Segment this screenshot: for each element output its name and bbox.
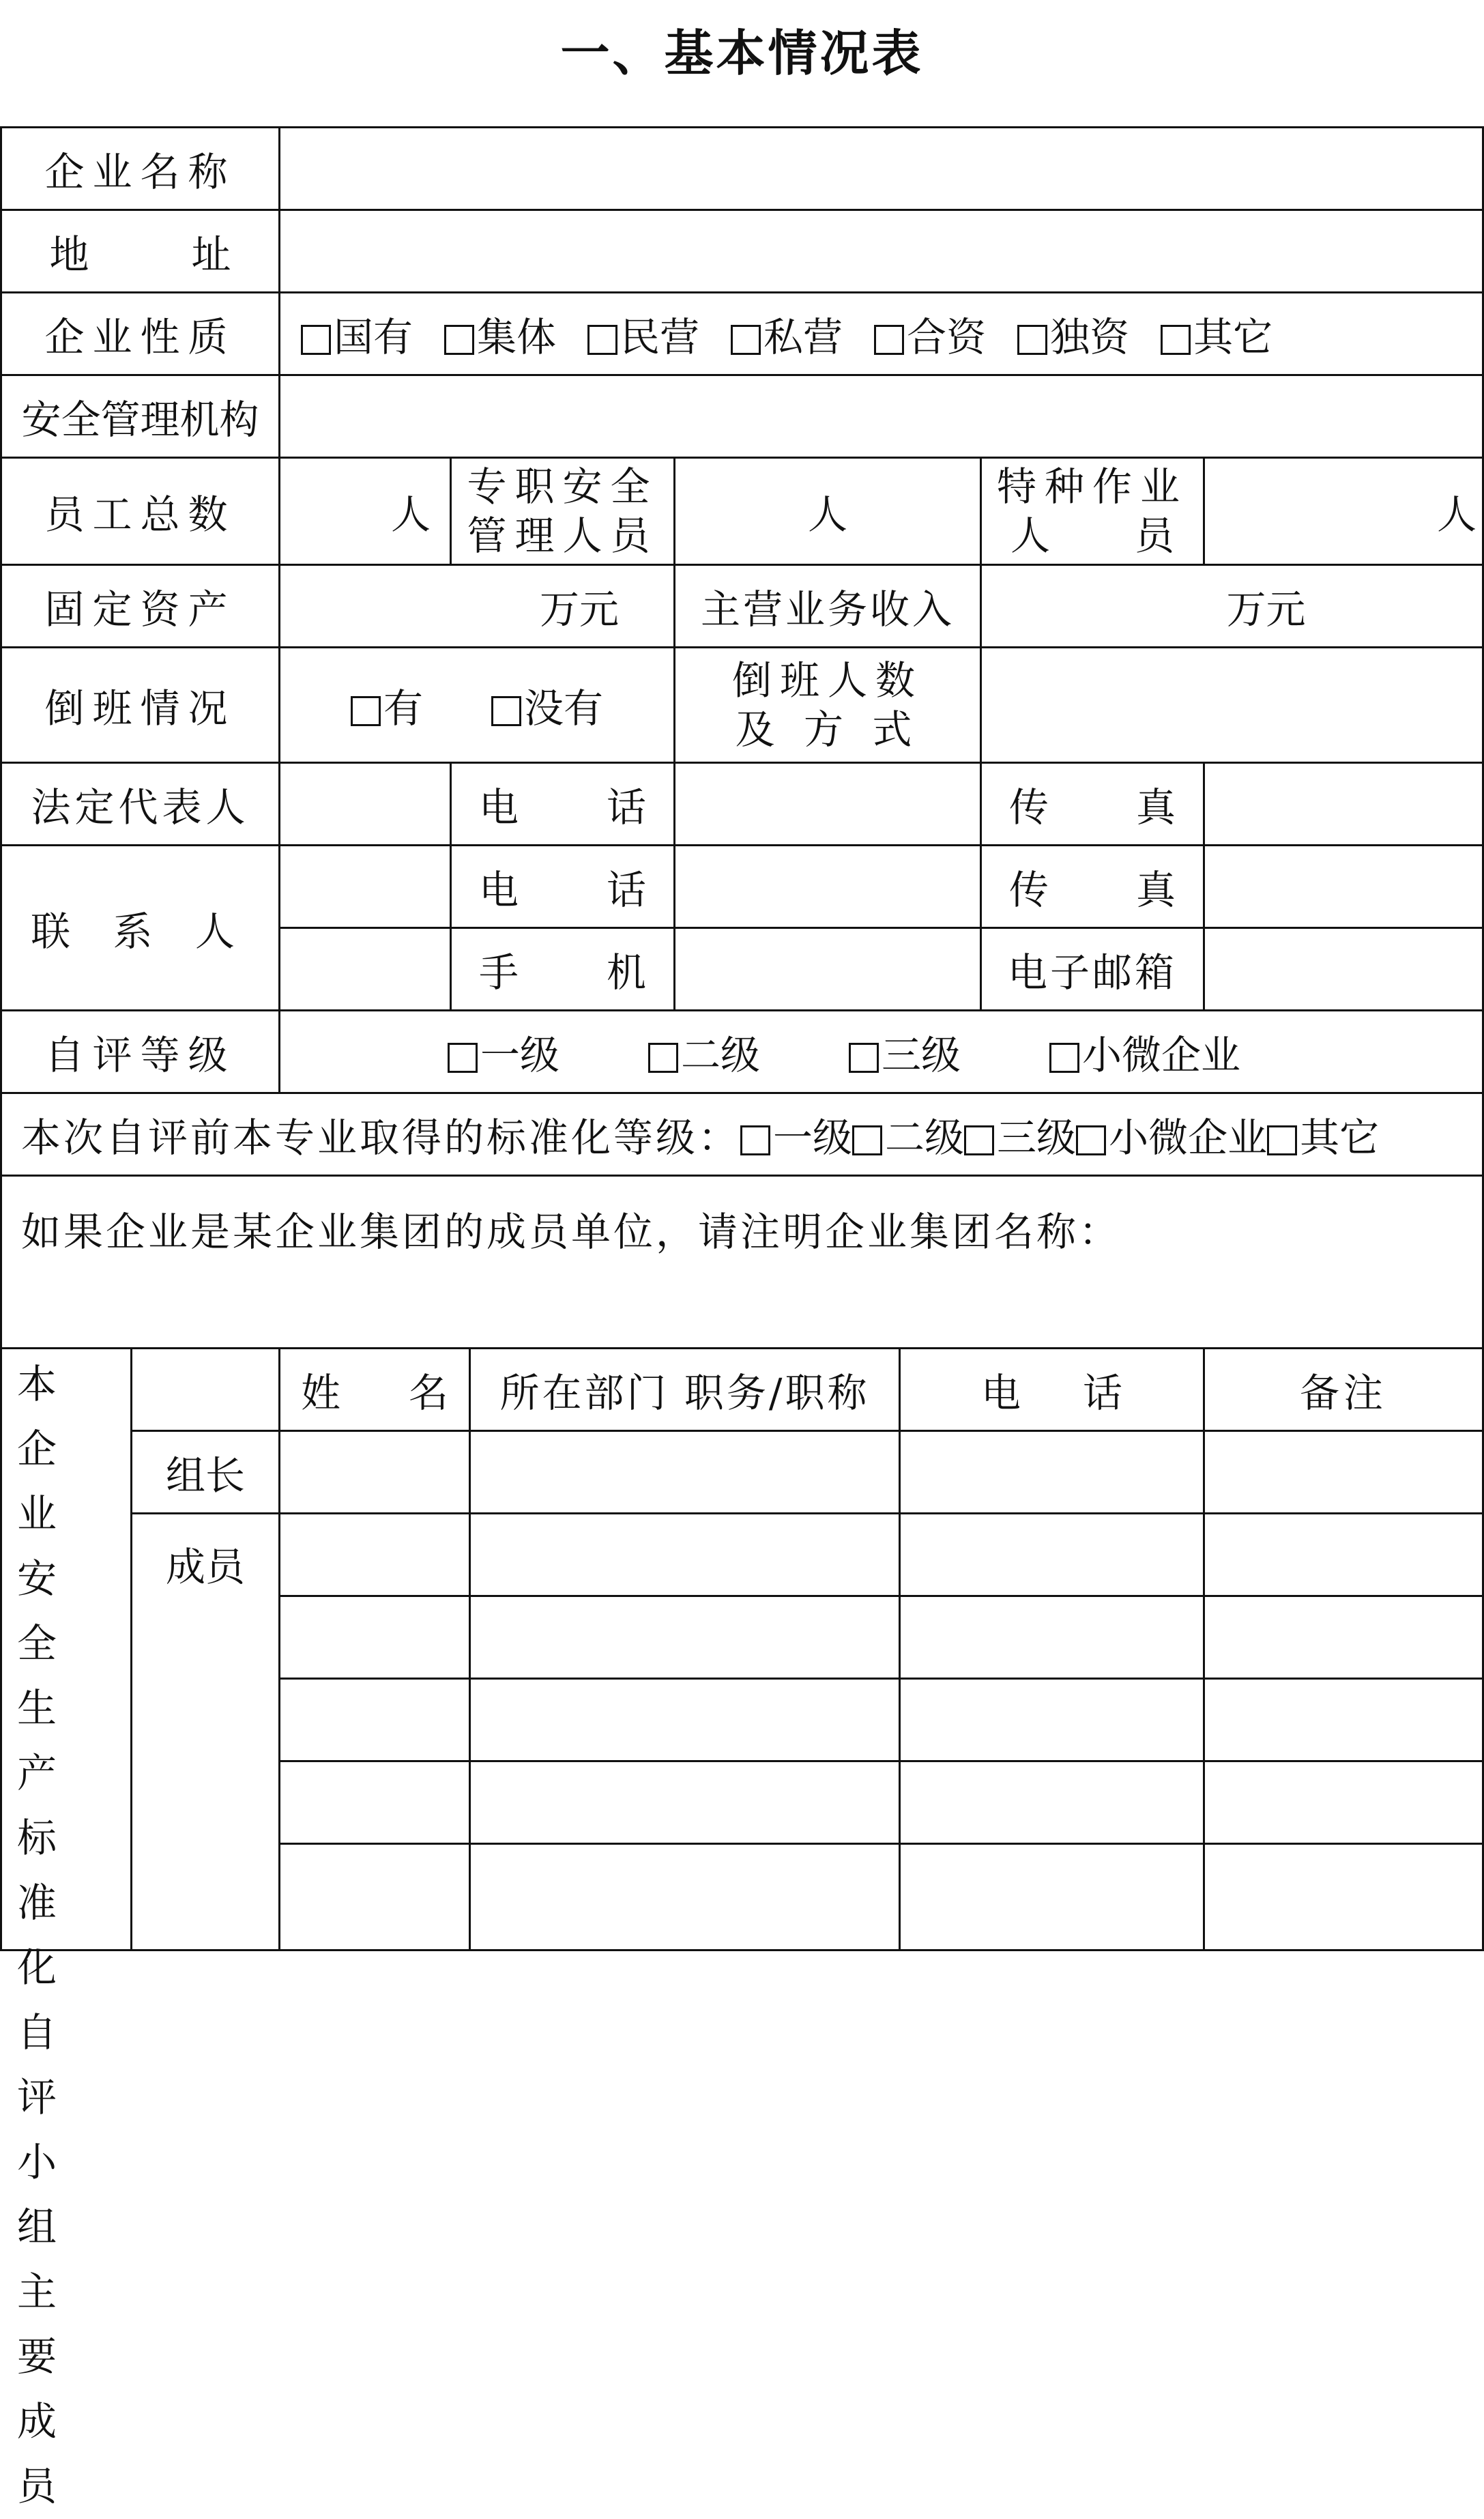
- self-grade-label-cell: [0, 1009, 280, 1094]
- nature-option-sole[interactable]: 独资: [1017, 305, 1129, 362]
- team-corner-cell: [130, 1347, 280, 1432]
- table-row-member-phone[interactable]: [899, 1512, 1205, 1597]
- legal-fax-label-a: 传: [1009, 784, 1049, 831]
- contact-email-field[interactable]: [1203, 927, 1484, 1011]
- table-row-leader-dept[interactable]: [469, 1430, 901, 1514]
- checkbox-icon[interactable]: [1076, 1125, 1106, 1155]
- legal-phone-label-b: 话: [606, 784, 646, 831]
- legal-phone-label-cell: [450, 762, 675, 846]
- company-name-field[interactable]: [278, 126, 1484, 211]
- page-title: 一、基本情况表: [560, 24, 924, 82]
- contact-phone-field[interactable]: [673, 844, 982, 929]
- nature-option-joint[interactable]: 合资: [874, 305, 986, 362]
- contact-label: 联 系 人: [31, 908, 250, 955]
- fixed-assets-field[interactable]: [278, 564, 675, 648]
- checkbox-icon[interactable]: [1267, 1125, 1297, 1155]
- prior-grade-option-2[interactable]: 二级: [852, 1106, 964, 1163]
- nature-option-private[interactable]: 私营: [731, 305, 843, 362]
- contact-mobile-label-a: 手: [479, 949, 519, 996]
- table-row-member-dept[interactable]: [469, 1760, 901, 1845]
- contact-phone-label-cell: [450, 844, 675, 929]
- main-income-label: 主营业务收入: [700, 586, 955, 633]
- table-row-leader-remark[interactable]: [1203, 1430, 1484, 1514]
- team-header-remark-label: 备注: [1299, 1370, 1387, 1416]
- contact-fax-label-cell: [980, 844, 1205, 929]
- checkbox-icon[interactable]: [491, 696, 521, 726]
- prior-grade-option-1[interactable]: 一级: [740, 1106, 852, 1163]
- team-title-cell: [0, 1347, 132, 2509]
- fulltime-safety-label-2: 管理人员: [467, 513, 658, 559]
- team-header-name-b: 名: [408, 1370, 448, 1416]
- team-header-name: [278, 1347, 471, 1432]
- safety-org-label-cell: [0, 374, 280, 459]
- checkbox-icon[interactable]: [1049, 1043, 1079, 1073]
- table-row-member-dept[interactable]: [469, 1678, 901, 1762]
- fixed-assets-label-cell: [0, 564, 280, 648]
- staff-total-label: 员工总数: [44, 491, 236, 538]
- team-title: 本企业安全生产标准化自评小组主要成员: [17, 1361, 78, 2509]
- staff-total-field[interactable]: [278, 457, 452, 566]
- contact-fax-label-a: 传: [1009, 867, 1049, 913]
- checkbox-icon[interactable]: [852, 1125, 882, 1155]
- address-label-b: 址: [191, 231, 231, 278]
- self-grade-option-micro[interactable]: 小微企业: [1049, 1023, 1240, 1080]
- nature-option-state[interactable]: 国有: [301, 305, 413, 362]
- table-row-member-phone[interactable]: [899, 1595, 1205, 1680]
- self-grade-option-2[interactable]: 二级: [648, 1023, 760, 1080]
- self-grade-option-3[interactable]: 三级: [849, 1023, 961, 1080]
- shift-label-cell: [0, 646, 280, 764]
- fixed-assets-unit: 万元: [539, 586, 619, 633]
- checkbox-icon[interactable]: [849, 1043, 879, 1073]
- checkbox-icon[interactable]: [587, 325, 617, 355]
- checkbox-icon[interactable]: [648, 1043, 678, 1073]
- shift-options-cell: [278, 646, 675, 764]
- table-row-member-name[interactable]: [278, 1760, 471, 1845]
- safety-org-field[interactable]: [278, 374, 1484, 459]
- member-label: 成员: [165, 1544, 245, 1590]
- table-row-member-dept[interactable]: [469, 1595, 901, 1680]
- contact-name-field-2[interactable]: [278, 927, 452, 1011]
- checkbox-icon[interactable]: [1017, 325, 1047, 355]
- legal-fax-field[interactable]: [1203, 762, 1484, 846]
- staff-total-label-cell: [0, 457, 280, 566]
- shift-count-label-cell: [673, 646, 982, 764]
- prior-grade-option-other[interactable]: 其它: [1267, 1106, 1379, 1163]
- nature-label: 企业性质: [44, 314, 236, 360]
- contact-label-cell: [0, 844, 280, 1011]
- table-row-member-phone[interactable]: [899, 1760, 1205, 1845]
- checkbox-icon[interactable]: [448, 1043, 478, 1073]
- special-ops-field[interactable]: [1203, 457, 1484, 566]
- leader-label-cell: [130, 1430, 280, 1514]
- member-label-cell: [130, 1512, 280, 1951]
- prior-grade-cell: [0, 1092, 1484, 1177]
- checkbox-icon[interactable]: [731, 325, 761, 355]
- self-grade-option-1[interactable]: 一级: [448, 1023, 559, 1080]
- table-row-member-phone[interactable]: [899, 1843, 1205, 1951]
- contact-mobile-label-b: 机: [606, 949, 646, 996]
- table-row-member-remark[interactable]: [1203, 1678, 1484, 1762]
- special-ops-label-1: 特种作业: [996, 463, 1188, 510]
- contact-mobile-label-cell: [450, 927, 675, 1011]
- prior-grade-option-3[interactable]: 三级: [964, 1106, 1076, 1163]
- group-note-label: 如果企业是某企业集团的成员单位，请注明企业集团名称：: [21, 1209, 1122, 1255]
- contact-mobile-field[interactable]: [673, 927, 982, 1011]
- main-income-field[interactable]: [980, 564, 1484, 648]
- contact-name-field-1[interactable]: [278, 844, 452, 929]
- table-row-member-dept[interactable]: [469, 1843, 901, 1951]
- main-income-unit: 万元: [1226, 586, 1306, 633]
- checkbox-icon[interactable]: [301, 325, 331, 355]
- fulltime-safety-label-1: 专职安全: [467, 463, 658, 510]
- table-row-member-phone[interactable]: [899, 1678, 1205, 1762]
- checkbox-icon[interactable]: [351, 696, 381, 726]
- fulltime-safety-field[interactable]: [673, 457, 982, 566]
- nature-option-collective[interactable]: 集体: [444, 305, 556, 362]
- nature-label-cell: [0, 291, 280, 376]
- legal-phone-label-a: 电: [479, 784, 519, 831]
- fulltime-safety-unit: 人: [807, 491, 847, 538]
- team-header-phone-b: 话: [1082, 1370, 1122, 1416]
- main-income-label-cell: [673, 564, 982, 648]
- address-label-cell: [0, 209, 280, 293]
- team-header-remark: [1203, 1347, 1484, 1432]
- staff-unit: 人: [390, 491, 431, 538]
- shift-option-no[interactable]: 没有: [491, 676, 603, 734]
- team-header-phone: [899, 1347, 1205, 1432]
- prior-grade-label: 本次自评前本专业取得的标准化等级：: [21, 1114, 741, 1161]
- legal-fax-label-b: 真: [1135, 784, 1176, 831]
- team-header-dept-label: 所在部门 职务/职称: [499, 1370, 870, 1416]
- table-row-leader-name[interactable]: [278, 1430, 471, 1514]
- table-row-member-remark[interactable]: [1203, 1512, 1484, 1597]
- self-grade-options-cell: [278, 1009, 1484, 1094]
- legal-fax-label-cell: [980, 762, 1205, 846]
- contact-phone-label-b: 话: [606, 867, 646, 913]
- nature-option-other[interactable]: 其它: [1161, 305, 1272, 362]
- table-row-member-name[interactable]: [278, 1595, 471, 1680]
- shift-option-yes[interactable]: 有: [351, 676, 423, 734]
- checkbox-icon[interactable]: [1161, 325, 1191, 355]
- legal-rep-label: 法定代表人: [31, 784, 250, 831]
- self-grade-label: 自评等级: [44, 1032, 236, 1078]
- legal-rep-label-cell: [0, 762, 280, 846]
- fixed-assets-label: 固定资产: [44, 586, 236, 633]
- special-ops-unit: 人: [1436, 491, 1476, 538]
- special-ops-label-2a: 人: [1010, 513, 1051, 559]
- special-ops-label-cell: [980, 457, 1205, 566]
- shift-count-field[interactable]: [980, 646, 1484, 764]
- checkbox-icon[interactable]: [874, 325, 904, 355]
- fulltime-safety-label-cell: [450, 457, 675, 566]
- contact-fax-label-b: 真: [1135, 867, 1176, 913]
- table-row-member-dept[interactable]: [469, 1512, 901, 1597]
- special-ops-label-2b: 员: [1134, 513, 1174, 559]
- contact-email-label: 电子邮箱: [1007, 949, 1177, 996]
- nature-options-cell: [278, 291, 1484, 376]
- team-header-dept: [469, 1347, 901, 1432]
- company-name-label-cell: [0, 126, 280, 211]
- group-note-cell[interactable]: [0, 1175, 1484, 1349]
- checkbox-icon[interactable]: [740, 1125, 770, 1155]
- shift-count-label-2: 及 方 式: [735, 706, 920, 753]
- contact-email-label-cell: [980, 927, 1205, 1011]
- nature-option-private-run[interactable]: 民营: [587, 305, 699, 362]
- address-label-a: 地: [49, 231, 89, 278]
- table-row-member-name[interactable]: [278, 1843, 471, 1951]
- table-row-leader-phone[interactable]: [899, 1430, 1205, 1514]
- table-row-member-name[interactable]: [278, 1512, 471, 1597]
- company-name-label: 企业名称: [44, 149, 236, 195]
- address-field[interactable]: [278, 209, 1484, 293]
- table-row-member-remark[interactable]: [1203, 1843, 1484, 1951]
- table-row-member-remark[interactable]: [1203, 1760, 1484, 1845]
- checkbox-icon[interactable]: [964, 1125, 994, 1155]
- contact-phone-label-a: 电: [479, 867, 519, 913]
- team-header-phone-a: 电: [981, 1370, 1021, 1416]
- checkbox-icon[interactable]: [444, 325, 474, 355]
- legal-phone-field[interactable]: [673, 762, 982, 846]
- team-header-name-a: 姓: [301, 1370, 341, 1416]
- leader-label: 组长: [165, 1452, 245, 1499]
- table-row-member-remark[interactable]: [1203, 1595, 1484, 1680]
- shift-label: 倒班情况: [44, 685, 236, 732]
- safety-org-label: 安全管理机构: [21, 397, 259, 443]
- legal-rep-field[interactable]: [278, 762, 452, 846]
- shift-count-label-1: 倒班人数: [731, 657, 923, 704]
- table-row-member-name[interactable]: [278, 1678, 471, 1762]
- contact-fax-field[interactable]: [1203, 844, 1484, 929]
- prior-grade-option-micro[interactable]: 小微企业: [1076, 1106, 1267, 1163]
